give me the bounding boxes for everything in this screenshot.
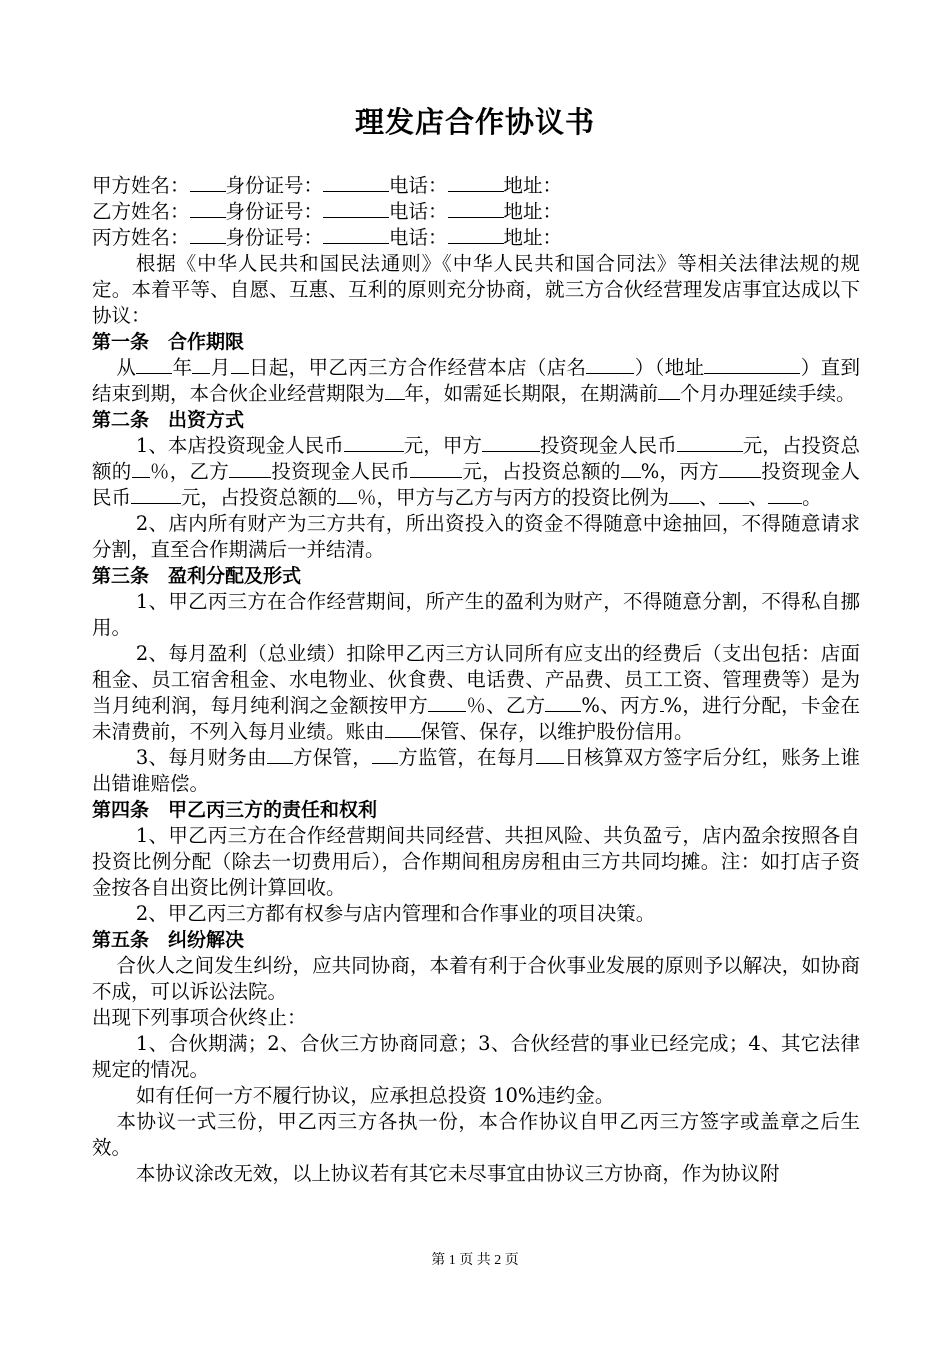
article-3-clause-3 xyxy=(92,745,860,797)
article-5-paragraph-4: 如有任何一方不履行协议，应承担总投资 10%违约金。 xyxy=(135,1084,615,1107)
text-run: 地址： xyxy=(503,200,563,223)
text-run: 地址： xyxy=(503,226,563,249)
article-2-clause-2: 2、店内所有财产为三方共有，所出资投入的资金不得随意中途抽回，不得随意请求分割，直至合作期满后一并结清。 xyxy=(92,512,860,561)
blank xyxy=(448,199,504,218)
text-run: 1、本店投资现金人民币 xyxy=(135,434,344,457)
text-run: ％，乙方 xyxy=(149,460,230,483)
text-run: 投资现金人民币 xyxy=(92,460,860,509)
text-run: 元，占投资总额的 xyxy=(92,434,860,483)
text-run: 丙方姓名： xyxy=(92,226,190,249)
blank xyxy=(704,355,800,374)
article-2-heading: 第二条 出资方式 xyxy=(92,409,245,431)
text-run: 日核算双方签字后分红，账务上谁出错谁赔偿。 xyxy=(92,746,860,795)
article-5-paragraph-1: 合伙人之间发生纠纷，应共同协商，本着有利于合伙事业发展的原则予以解决，如协商不成，可以诉讼法院。 xyxy=(92,954,860,1003)
text-run: 身份证号： xyxy=(225,174,324,197)
text-run: ）直到结束到期，本合伙企业经营期限为 xyxy=(92,356,860,405)
text-run: 身份证号： xyxy=(225,226,324,249)
blank xyxy=(323,199,389,218)
blank xyxy=(669,485,699,504)
blank xyxy=(768,485,802,504)
article-4-heading: 第四条 甲乙丙三方的责任和权利 xyxy=(92,799,378,821)
blank xyxy=(229,459,271,478)
article-4-clause-1: 1、甲乙丙三方在合作经营期间共同经营、共担风险、共负盈亏，店内盈余按照各自投资比例分配（除去一切费用后），合作期间租房房租由三方共同均摊。注：如打店子资金按各自出资比例计算回收。 xyxy=(92,824,860,899)
blank xyxy=(428,693,466,712)
text-run: 乙方姓名： xyxy=(92,200,190,223)
blank xyxy=(372,745,398,764)
blank xyxy=(192,355,210,374)
blank xyxy=(131,485,181,504)
text-run: 、 xyxy=(748,486,769,509)
blank xyxy=(677,433,743,452)
blank xyxy=(448,225,504,244)
blank xyxy=(536,745,564,764)
article-3-clause-1: 1、甲乙丙三方在合作经营期间，所产生的盈利为财产，不得随意分割，不得私自挪用。 xyxy=(92,590,860,639)
text-run: %、丙方 xyxy=(581,694,660,717)
blank xyxy=(337,485,357,504)
document-body xyxy=(92,173,860,1187)
blank xyxy=(586,355,634,374)
blank xyxy=(545,693,581,712)
article-5-paragraph-2: 出现下列事项合伙终止： xyxy=(92,1006,307,1029)
blank xyxy=(410,459,462,478)
blank xyxy=(323,225,389,244)
article-5-paragraph-6: 本协议涂改无效，以上协议若有其它未尽事宜由协议三方协商，作为协议附 xyxy=(135,1162,780,1185)
intro-paragraph: 根据《中华人民共和国民法通则》《中华人民共和国合同法》等相关法律法规的规定。本着平等、自愿、互惠、互利的原则充分协商，就三方合伙经营理发店事宜达成以下协议： xyxy=(92,252,860,327)
blank xyxy=(719,459,761,478)
text-run: ％，甲方与乙方与丙方的投资比例为 xyxy=(357,486,670,509)
text-run: 身份证号： xyxy=(225,200,324,223)
blank xyxy=(132,459,150,478)
article-2-clause-1 xyxy=(92,433,860,511)
blank xyxy=(385,719,421,738)
text-run: 地址： xyxy=(503,174,563,197)
article-3-heading: 第三条 盈利分配及形式 xyxy=(92,565,302,587)
article-5-paragraph-5: 本协议一式三份，甲乙丙三方各执一份，本合作协议自甲乙丙三方签字或盖章之后生效。 xyxy=(92,1110,860,1159)
text-run: 日起，甲乙丙三方合作经营本店（店名 xyxy=(248,356,587,379)
text-run: 。 xyxy=(802,486,822,509)
text-run: 3、每月财务由 xyxy=(135,746,267,769)
blank xyxy=(136,355,172,374)
text-run: 元，甲方 xyxy=(403,434,482,457)
blank xyxy=(448,173,504,192)
text-run: 甲方姓名： xyxy=(92,174,190,197)
text-run: %，进行分配，卡金在未清费前，不列入每月业绩。账由 xyxy=(92,694,860,743)
blank xyxy=(482,433,540,452)
article-5-heading: 第五条 纠纷解决 xyxy=(92,929,245,951)
text-run: 方保管， xyxy=(292,746,372,769)
text-run: 投资现金人民币 xyxy=(271,460,411,483)
text-run: 保管、保存，以维护股份信用。 xyxy=(420,720,694,743)
blank xyxy=(323,173,389,192)
text-run: ％、乙方 xyxy=(466,694,546,717)
party-b-line xyxy=(92,199,860,225)
text-run: 月 xyxy=(210,356,231,379)
article-5-paragraph-3: 1、合伙期满；2、合伙三方协商同意；3、合伙经营的事业已经完成；4、其它法律规定的情况。 xyxy=(92,1032,860,1081)
article-4-clause-2: 2、甲乙丙三方都有权参与店内管理和合作事业的项目决策。 xyxy=(135,902,656,925)
blank xyxy=(719,485,749,504)
text-run: 从 xyxy=(116,356,137,379)
party-c-line xyxy=(92,225,860,251)
document-title: 理发店合作协议书 xyxy=(354,105,595,139)
text-run: 个月办理延续手续。 xyxy=(680,382,856,405)
page-footer: 第 1 页 共 2 页 xyxy=(431,1253,519,1268)
party-a-line xyxy=(92,173,860,199)
text-run: ）（地址 xyxy=(634,356,705,379)
text-run: 方监管，在每月 xyxy=(397,746,537,769)
text-run: 电话： xyxy=(389,200,448,223)
blank xyxy=(344,433,404,452)
blank xyxy=(267,745,293,764)
text-run: 2、每月盈利（总业绩）扣除甲乙丙三方认同所有应支出的经费后（支出包括：店面租金、员工宿舍租金、水电物业、伙食费、电话费、产品费、员工工资、管理费等）是为当月纯利润，每月纯利润之金额按甲方 xyxy=(92,642,860,717)
article-3-clause-2 xyxy=(92,641,860,745)
text-run: 年，如需延长期限，在期满前 xyxy=(404,382,659,405)
blank xyxy=(621,459,641,478)
blank xyxy=(385,381,405,400)
text-run: %，丙方 xyxy=(640,460,719,483)
text-run: 电话： xyxy=(389,226,448,249)
blank xyxy=(190,225,226,244)
blank xyxy=(190,199,226,218)
text-run: 元，占投资总额的 xyxy=(462,460,621,483)
article-1-heading: 第一条 合作期限 xyxy=(92,331,245,353)
text-run: 元，占投资总额的 xyxy=(181,486,338,509)
text-run: 电话： xyxy=(389,174,448,197)
text-run: 、 xyxy=(699,486,719,509)
text-run: 年 xyxy=(172,356,193,379)
blank xyxy=(658,381,680,400)
text-run: 投资现金人民币 xyxy=(539,434,677,457)
blank xyxy=(231,355,249,374)
article-1-text xyxy=(92,355,860,407)
blank xyxy=(190,173,226,192)
